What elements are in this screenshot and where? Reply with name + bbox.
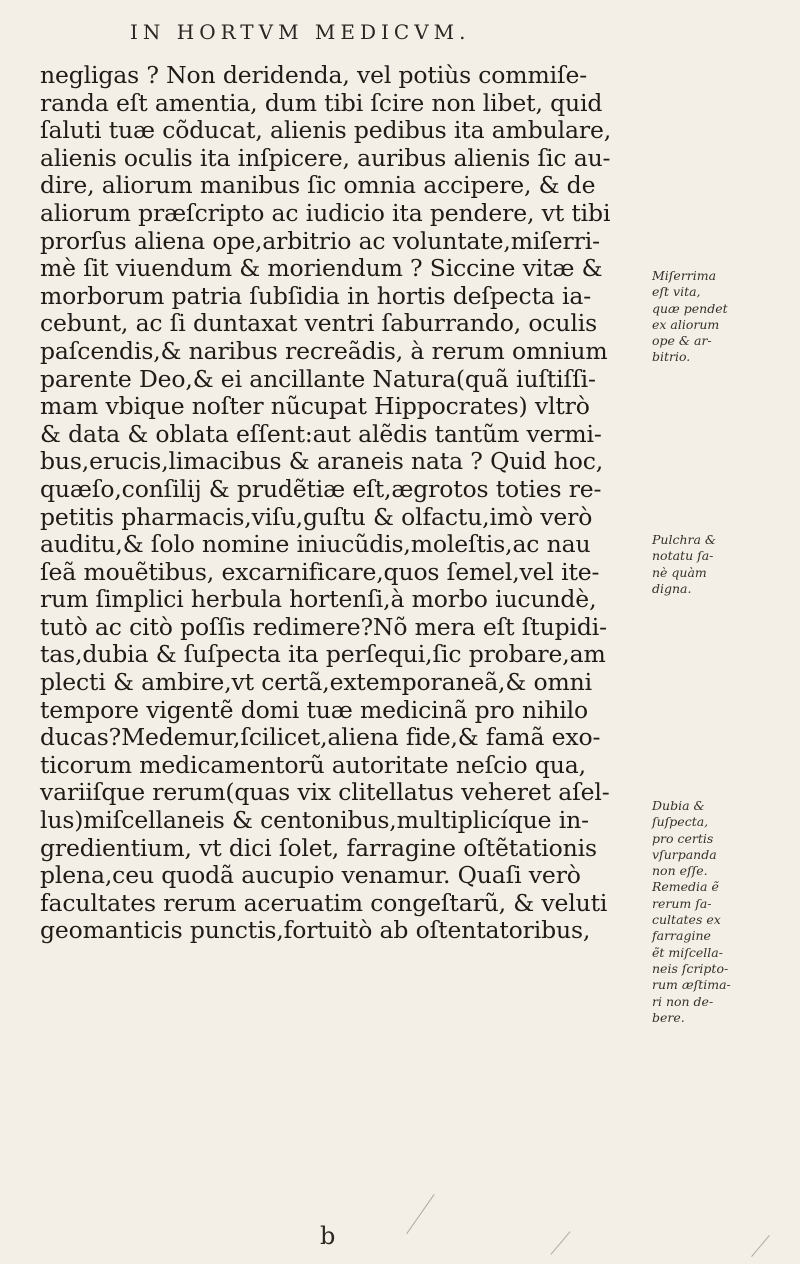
margin-note-3 xyxy=(652,798,798,1026)
paper-fold-mark xyxy=(550,1231,570,1255)
main-text-block xyxy=(40,62,620,945)
text-line: plecti & ambire,vt certã,extemporaneã,& omni xyxy=(40,668,592,697)
text-line: auditu,& ſolo nomine iniucũdis,moleſtis,ac nau xyxy=(40,530,591,559)
margin-note-line: ſuſpecta, xyxy=(652,814,709,830)
text-line: paſcendis,& naribus recreãdis, à rerum omnium xyxy=(40,336,608,365)
text-line: ducas?Medemur,ſcilicet,aliena fide,& famã exo- xyxy=(40,723,601,752)
text-line: parente Deo,& ei ancillante Natura(quã iuſtiſſi- xyxy=(40,364,596,393)
margin-note-line: digna. xyxy=(652,580,692,596)
paper-fold-mark xyxy=(751,1235,770,1257)
margin-note-line: non eſſe. xyxy=(652,863,708,879)
margin-note-line: Remedia ẽ xyxy=(652,879,719,895)
text-line: aliorum præſcripto ac iudicio ita pendere, vt tibi xyxy=(40,198,611,227)
margin-note-line: Miſerrima xyxy=(652,268,717,283)
text-line: lus)miſcellaneis & centonibus,multiplicíque in- xyxy=(40,806,589,835)
signature-mark: b xyxy=(320,1222,336,1250)
text-line: tas,dubia & ſuſpecta ita perſequi,ſic probare,am xyxy=(40,640,606,669)
margin-note-line: cultates ex xyxy=(652,912,721,928)
text-line: randa eſt amentia, dum tibi ſcire non libet, quid xyxy=(40,88,603,117)
margin-note-line: rum æſtima- xyxy=(652,977,731,993)
text-line: petitis pharmacis,viſu,guſtu & olfactu,imò verò xyxy=(40,502,593,531)
text-line: geomanticis punctis,fortuitò ab oſtentatoribus, xyxy=(40,916,591,945)
margin-note-line: ex aliorum xyxy=(652,316,720,332)
text-line: ſeã mouẽtibus, excarnificare,quos ſemel,vel ite- xyxy=(40,557,600,586)
text-line: & data & oblata eſſent:aut alẽdis tantũm vermi- xyxy=(40,419,602,448)
margin-note-line: neis ſcripto- xyxy=(652,960,729,976)
text-line: tutò ac citò poſſis redimere?Nõ mera eſt ſtupidi- xyxy=(40,612,607,641)
text-line: negligas ? Non deridenda, vel potiùs commiſe- xyxy=(40,61,588,89)
margin-note-line: bere. xyxy=(652,1009,685,1025)
text-line: mam vbique noſter nũcupat Hippocrates) vltrò xyxy=(40,392,590,421)
paper-fold-mark xyxy=(406,1194,434,1234)
margin-note-2 xyxy=(652,532,798,597)
text-line: facultates rerum aceruatim congeſtarũ, & veluti xyxy=(40,888,608,917)
margin-note-line: Dubia & xyxy=(652,798,705,813)
margin-note-line: rerum ſa- xyxy=(652,895,712,911)
text-line: variiſque rerum(quas vix clitellatus veheret aſel- xyxy=(40,778,610,807)
margin-note-line: ri non de- xyxy=(652,993,714,1009)
text-line: cebunt, ac ſi duntaxat ventri ſaburrando, oculis xyxy=(40,309,597,338)
text-line: ſaluti tuæ cõducat, alienis pedibus ita ambulare, xyxy=(40,116,612,145)
margin-note-1 xyxy=(652,268,798,366)
margin-note-line: farragine xyxy=(652,928,711,944)
text-line: gredientium, vt dici ſolet, farragine oſtẽtationis xyxy=(40,833,597,862)
text-line: ticorum medicamentorũ autoritate neſcio qua, xyxy=(40,750,586,779)
text-line: alienis oculis ita inſpicere, auribus alienis ſic au- xyxy=(40,143,611,172)
text-line: morborum patria ſubſidia in hortis deſpecta ia- xyxy=(40,281,592,310)
margin-note-line: Pulchra & xyxy=(652,532,717,547)
margin-note-line: nè quàm xyxy=(652,564,707,580)
text-line: quæſo,conſilij & prudẽtiæ eſt,ægrotos toties re- xyxy=(40,474,602,503)
text-line: prorſus aliena ope,arbitrio ac voluntate,miſerri- xyxy=(40,226,600,255)
text-line: plena,ceu quodã aucupio venamur. Quaſi verò xyxy=(40,861,581,890)
text-line: rum ſimplici herbula hortenſi,à morbo iucundè, xyxy=(40,585,597,614)
running-head: IN HORTVM MEDICVM. xyxy=(130,20,471,44)
margin-note-line: ope & ar- xyxy=(652,333,712,349)
margin-note-line: quæ pendet xyxy=(652,300,728,316)
margin-note-line: pro certis xyxy=(652,830,714,846)
margin-note-line: notatu ſa- xyxy=(652,548,714,564)
text-line: bus,erucis,limacibus & araneis nata ? Quid hoc, xyxy=(40,447,604,476)
text-line: tempore vigentẽ domi tuæ medicinã pro nihilo xyxy=(40,695,589,724)
text-line: mè ſit viuendum & moriendum ? Siccine vitæ & xyxy=(40,254,603,283)
margin-note-line: eſt vita, xyxy=(652,284,701,300)
text-line: dire, aliorum manibus ſic omnia accipere, & de xyxy=(40,171,596,200)
margin-note-line: bitrio. xyxy=(652,349,691,365)
margin-note-line: ẽt miſcella- xyxy=(652,944,723,960)
margin-note-line: vſurpanda xyxy=(652,846,717,862)
